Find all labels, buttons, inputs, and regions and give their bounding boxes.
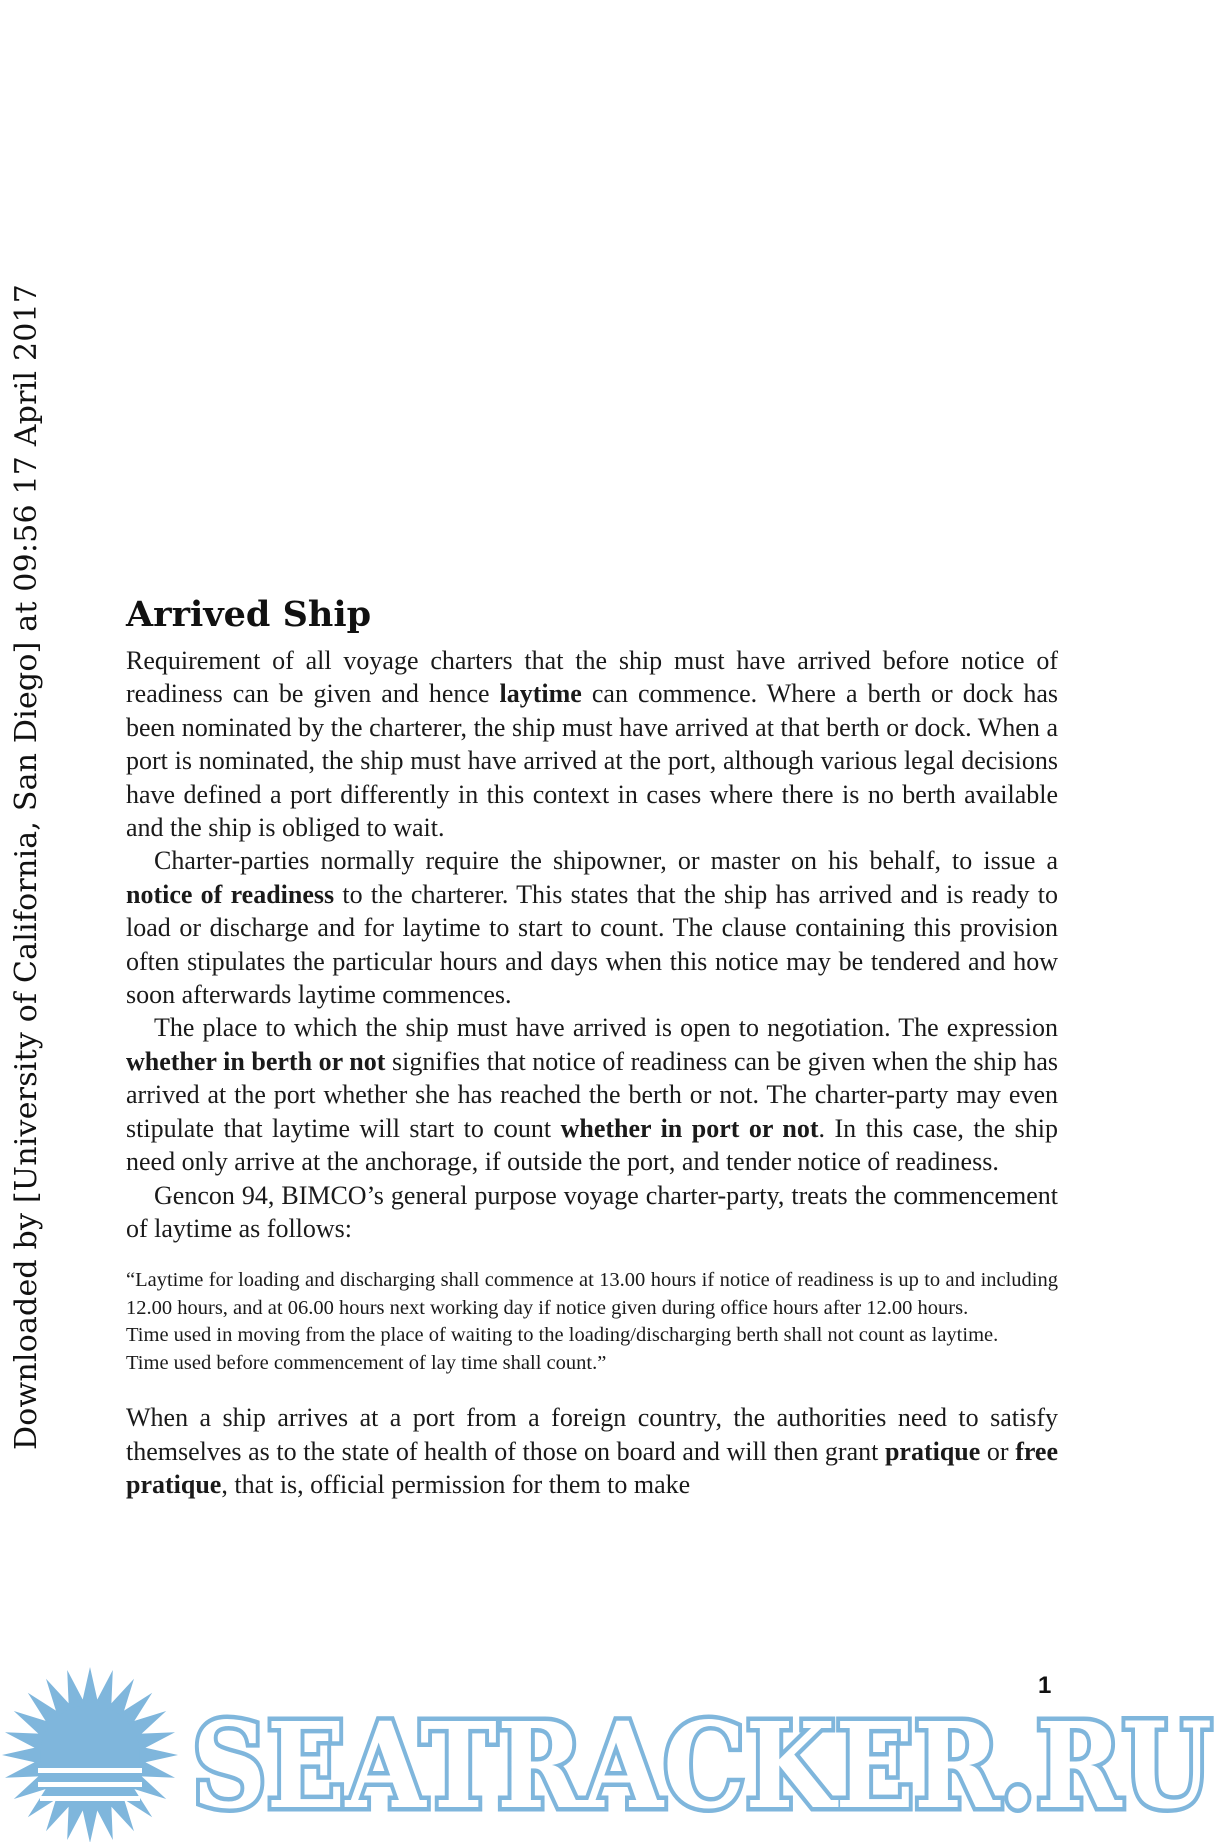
quote-line: Time used before commencement of lay time shall count.” — [126, 1351, 607, 1374]
quote-line: Time used in moving from the place of waiting to the loading/discharging berth shall not count as laytime. — [126, 1324, 999, 1347]
paragraph-5 — [126, 1401, 1058, 1501]
bold-term-whether-in-port: whether in port or not — [560, 1113, 819, 1143]
paragraph-text: signifies that notice of readiness can be given when the ship has arrived at the port whether she has reached the berth or not. The charter-party may even stipulate that laytime will start to count — [126, 1046, 1058, 1143]
paragraph-text: or — [980, 1436, 1016, 1466]
paragraph-text: Requirement of all voyage charters that the ship must have arrived before notice of readiness can be given and hence — [126, 646, 1058, 709]
bold-term-pratique: pratique — [884, 1436, 981, 1466]
article-content — [126, 590, 1058, 1502]
paragraph-text: Charter-parties normally require the shipowner, or master on his behalf, to issue a — [154, 846, 1058, 876]
quote-line: “Laytime for loading and discharging shall commence at 13.00 hours if notice of readiness is up to and including 12.00 hours, and at 06.00 hours next working day if notice given during office hours after 12.00 hours. — [126, 1269, 1058, 1319]
paragraph-text: When a ship arrives at a port from a foreign country, the authorities need to satisfy themselves as to the state of health of those on board and will then grant — [126, 1403, 1058, 1466]
gencon-quote — [126, 1267, 1058, 1377]
bold-term-free-pratique: free pratique — [126, 1436, 1058, 1500]
paragraph-4: Gencon 94, BIMCO’s general purpose voyage charter-party, treats the commencement of laytime as follows: — [126, 1180, 1058, 1243]
paragraph-text: to the charterer. This states that the ship has arrived and is ready to load or discharge and for laytime to start to count. The clause containing this provision often stipulates the particular hours and days when this notice may be tendered and how soon afterwards laytime commences. — [126, 879, 1058, 1010]
watermark-text: SEATRACKER.RU — [192, 1696, 1212, 1835]
paragraph-text: can commence. Where a berth or dock has been nominated by the charterer, the ship must have arrived at that berth or dock. When a port is nominated, the ship must have arrived at the port, although various legal decisions have defined a port differently in this context in cases where there is no berth available and the ship is obliged to wait. — [126, 679, 1058, 843]
paragraph-text: The place to which the ship must have arrived is open to negotiation. The expression — [154, 1013, 1058, 1043]
seatracker-watermark — [0, 1665, 1228, 1842]
page-number: 1 — [1038, 1672, 1052, 1699]
paragraph-1 — [126, 644, 1058, 844]
sun-logo-icon — [2, 1667, 178, 1842]
entry-heading: Arrived Ship — [126, 594, 372, 635]
paragraph-text: , that is, official permission for them to make — [221, 1470, 691, 1500]
bold-term-notice-of-readiness: notice of readiness — [126, 879, 335, 909]
paragraph-2 — [126, 844, 1058, 1011]
paragraph-3 — [126, 1011, 1058, 1178]
download-margin-note: Downloaded by [University of California, San Diego] at 09:56 17 April 2017 — [9, 283, 44, 1450]
bold-term-whether-in-berth: whether in berth or not — [126, 1046, 386, 1076]
paragraph-text: . In this case, the ship need only arrive at the anchorage, if outside the port, and tender notice of readiness. — [126, 1113, 1058, 1177]
bold-term-laytime: laytime — [499, 679, 582, 709]
